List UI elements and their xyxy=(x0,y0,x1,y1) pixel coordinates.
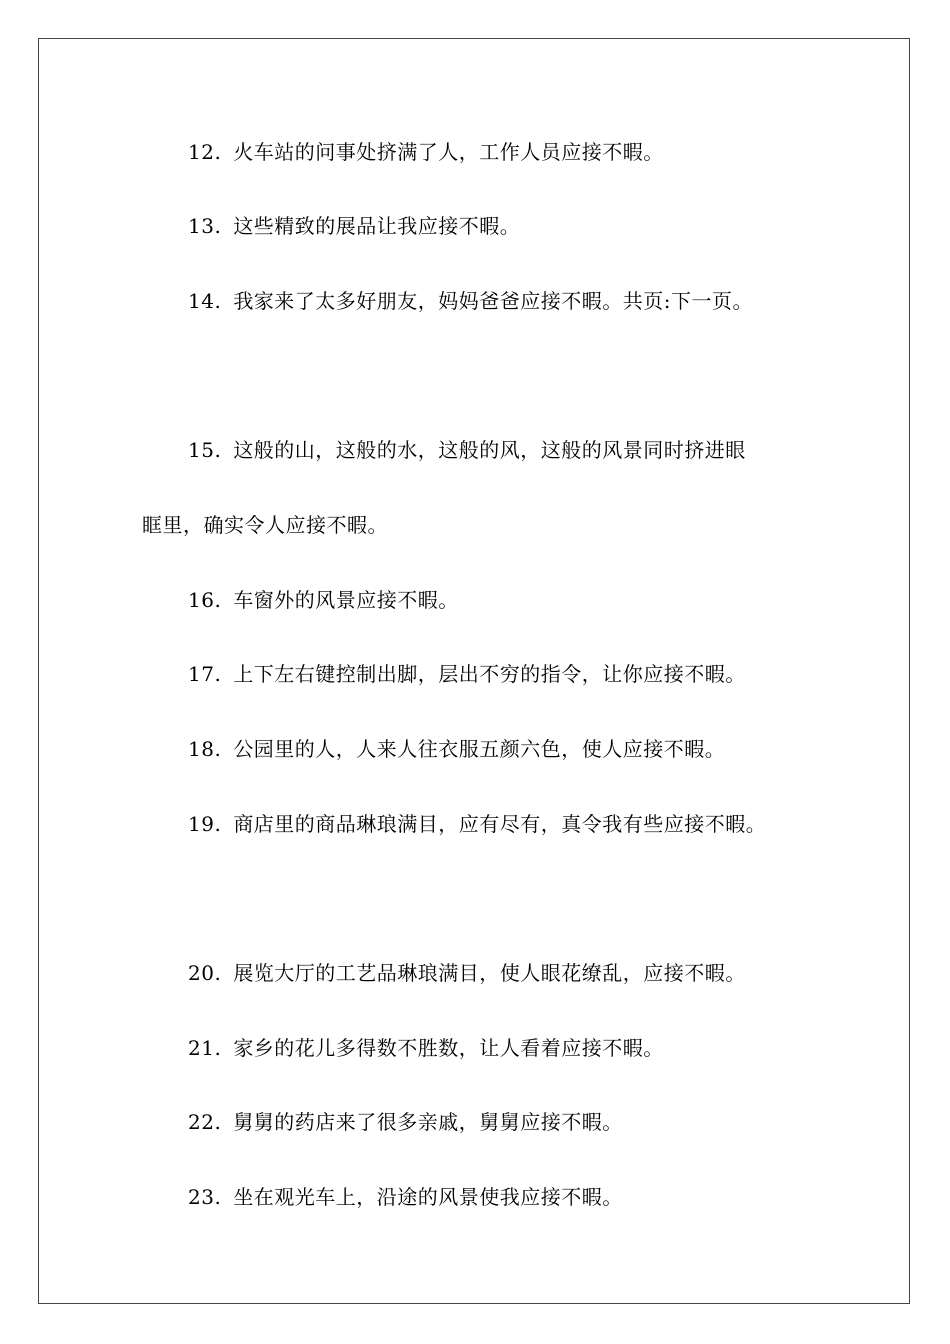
item-text: 这般的山，这般的水，这般的风，这般的风景同时挤进眼 xyxy=(233,438,746,462)
list-item xyxy=(188,1035,664,1061)
item-number: 17. xyxy=(188,662,222,686)
item-text: 展览大厅的工艺品琳琅满目，使人眼花缭乱，应接不暇。 xyxy=(233,961,746,985)
item-number: 15. xyxy=(188,438,222,462)
item-number: 23. xyxy=(188,1185,222,1209)
item-number: 22. xyxy=(188,1110,222,1134)
item-number: 19. xyxy=(188,812,222,836)
item-text: 我家来了太多好朋友，妈妈爸爸应接不暇。共页:下一页。 xyxy=(233,289,754,313)
item-text: 坐在观光车上，沿途的风景使我应接不暇。 xyxy=(233,1185,623,1209)
list-item xyxy=(188,811,766,837)
item-text: 家乡的花儿多得数不胜数，让人看着应接不暇。 xyxy=(233,1036,664,1060)
item-number: 21. xyxy=(188,1036,222,1060)
item-number: 20. xyxy=(188,961,222,985)
list-item xyxy=(188,1109,623,1135)
item-text: 这些精致的展品让我应接不暇。 xyxy=(233,214,521,238)
item-number: 12. xyxy=(188,140,222,164)
item-number: 18. xyxy=(188,737,222,761)
item-text: 商店里的商品琳琅满目，应有尽有，真令我有些应接不暇。 xyxy=(233,812,767,836)
item-number: 14. xyxy=(188,289,222,313)
item-text: 公园里的人，人来人往衣服五颜六色，使人应接不暇。 xyxy=(233,737,726,761)
item-number: 13. xyxy=(188,214,222,238)
item-text: 车窗外的风景应接不暇。 xyxy=(233,588,459,612)
list-item xyxy=(188,437,746,463)
list-item xyxy=(188,1184,623,1210)
item-number: 16. xyxy=(188,588,222,612)
list-item xyxy=(188,736,725,762)
list-item xyxy=(188,139,664,165)
list-item xyxy=(188,587,459,613)
list-item xyxy=(188,661,746,687)
item-text: 舅舅的药店来了很多亲戚，舅舅应接不暇。 xyxy=(233,1110,623,1134)
list-item xyxy=(188,288,753,314)
list-item xyxy=(188,213,520,239)
list-item-continuation xyxy=(142,512,388,538)
item-text: 上下左右键控制出脚，层出不穷的指令，让你应接不暇。 xyxy=(233,662,746,686)
list-item xyxy=(188,960,746,986)
item-text: 眶里，确实令人应接不暇。 xyxy=(142,513,388,537)
item-text: 火车站的问事处挤满了人，工作人员应接不暇。 xyxy=(233,140,664,164)
